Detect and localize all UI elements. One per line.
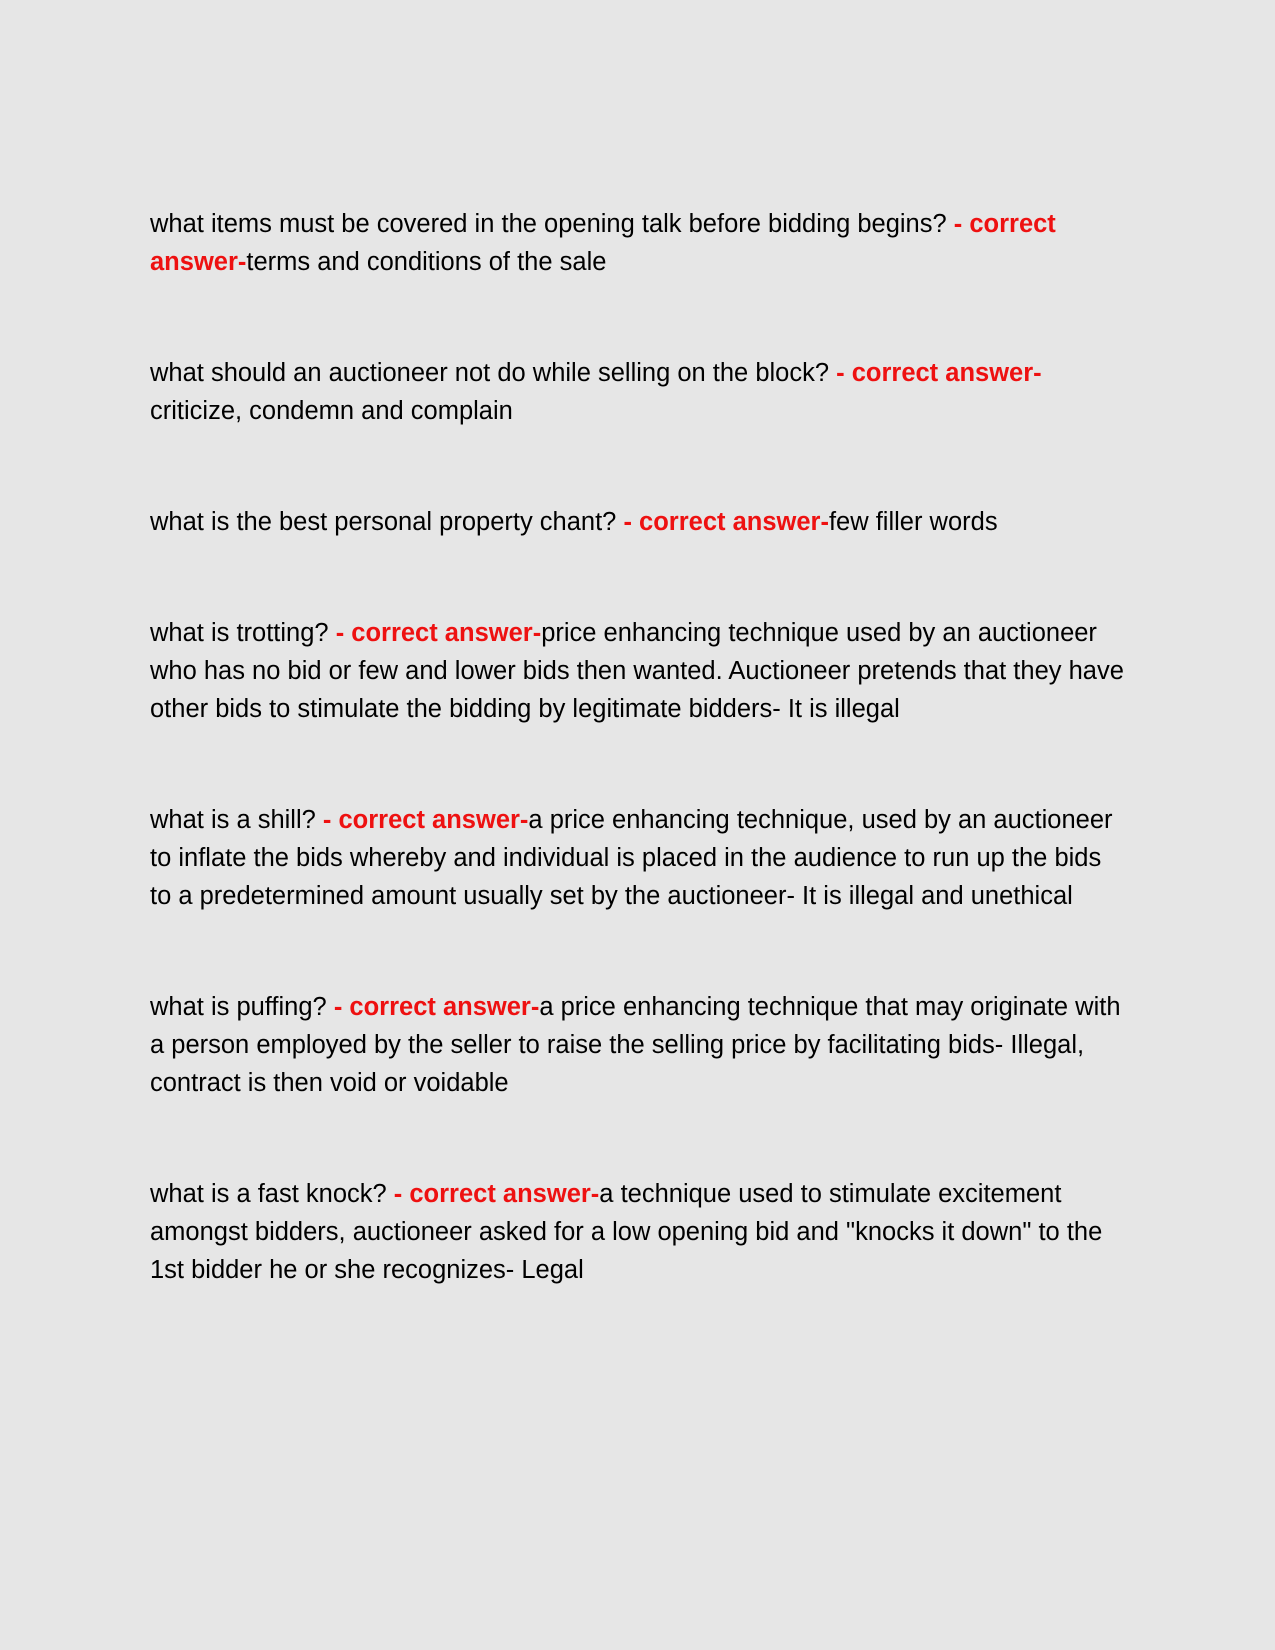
document-page [150,205,1125,1362]
question-text: what should an auctioneer not do while selling on the block? [150,359,830,387]
qa-item-2 [150,354,1125,430]
correct-answer-marker: - correct answer- [150,210,1056,276]
answer-text: a price enhancing technique that may originate with a person employed by the seller to raise the selling price by facilitating bids- Illegal, contract is then void or voidable [150,993,1121,1097]
qa-item-4 [150,614,1125,728]
qa-item-6 [150,988,1125,1102]
answer-text: criticize, condemn and complain [150,397,513,425]
question-text: what is trotting? [150,619,329,647]
answer-text: a price enhancing technique, used by an auctioneer to inflate the bids whereby and individual is placed in the audience to run up the bids to a predetermined amount usually set by the auctioneer- It is illegal and unethical [150,806,1113,910]
answer-text: terms and conditions of the sale [246,248,607,276]
correct-answer-marker: - correct answer- [333,993,540,1021]
answer-text: few filler words [828,508,998,536]
question-text: what is the best personal property chant? [150,508,617,536]
correct-answer-marker: - correct answer- [335,619,542,647]
correct-answer-marker: - correct answer- [623,508,829,536]
correct-answer-marker: - correct answer- [393,1180,600,1208]
question-text: what is a fast knock? [150,1180,387,1208]
qa-item-5 [150,801,1125,915]
question-text: what is puffing? [150,993,327,1021]
answer-text: a technique used to stimulate excitement amongst bidders, auctioneer asked for a low opening bid and "knocks it down" to the 1st bidder he or she recognizes- Legal [150,1180,1103,1284]
correct-answer-marker: - correct answer- [836,359,1042,387]
qa-item-3 [150,503,1125,541]
question-text: what items must be covered in the opening talk before bidding begins? [150,210,947,238]
answer-text: price enhancing technique used by an auctioneer who has no bid or few and lower bids then wanted. Auctioneer pretends that they have other bids to stimulate the bidding by legitimate bidders- It is illegal [150,619,1124,723]
qa-item-1 [150,205,1125,281]
question-text: what is a shill? [150,806,316,834]
qa-item-7 [150,1175,1125,1289]
correct-answer-marker: - correct answer- [322,806,529,834]
